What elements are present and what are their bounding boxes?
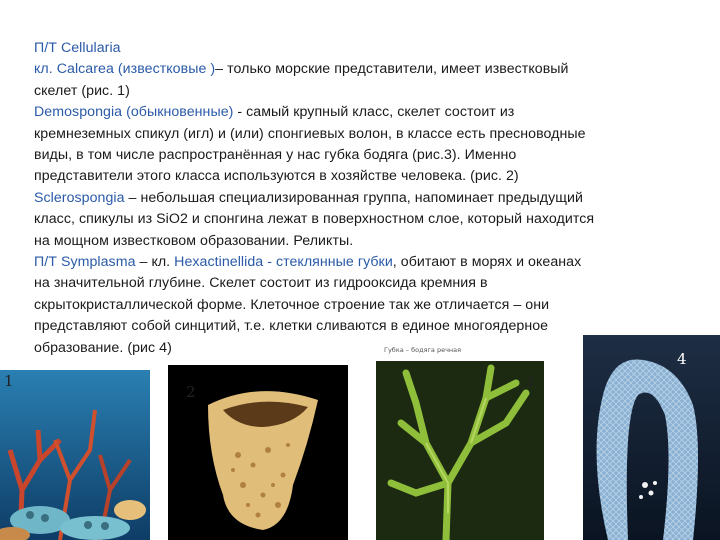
- text-span: на значительной глубине. Скелет состоит из гидроокcида кремния в: [34, 275, 488, 292]
- text-span: кремнеземных спикул (игл) и (или) спонгиевых волон, в классе есть пресноводные: [34, 125, 586, 142]
- text-span: скрытокристаллической форме. Клеточное строение так же отличается – они: [34, 296, 550, 313]
- text-line: [34, 188, 694, 209]
- text-line: [34, 252, 694, 273]
- term-highlight: Sclerospongia: [34, 189, 125, 206]
- text-line: [34, 102, 694, 123]
- figure-1-coral-reef: [0, 370, 150, 540]
- text-span: представители этого класса используются в хозяйстве человека. (рис. 2): [34, 168, 519, 185]
- text-span: , обитают в морях и океанах: [392, 254, 582, 271]
- term-highlight: кл. Calcarea (известковые ): [34, 61, 216, 78]
- text-span: образование. (рис 4): [34, 339, 172, 356]
- text-span: - самый крупный класс, скелет состоит из: [233, 104, 515, 121]
- text-span: скелет (рис. 1): [34, 82, 130, 99]
- figure-2-number: 2: [186, 383, 196, 401]
- figure-3-number: 3: [524, 372, 534, 390]
- text-line: [34, 231, 694, 252]
- slide-body: [34, 38, 694, 359]
- figure-4-number: 4: [677, 350, 687, 368]
- text-span: представляют собой синцитий, т.е. клетки сливаются в единое многоядерное: [34, 318, 549, 335]
- text-line: [34, 209, 694, 230]
- text-line: [34, 81, 694, 102]
- text-line: [34, 273, 694, 294]
- term-highlight: П/Т Symplasma: [34, 254, 136, 271]
- text-line: [34, 145, 694, 166]
- term-highlight: Demospongia (обыкновенные): [34, 104, 234, 121]
- text-span: – кл.: [135, 254, 175, 271]
- text-span: класс, спикулы из SiO2 и спонгина лежат в поверхностном слое, который находится: [34, 211, 595, 228]
- text-line: [34, 38, 694, 59]
- term-highlight: П/Т Cellularia: [34, 40, 121, 56]
- text-span: – небольшая специализированная группа, напоминает предыдущий: [124, 189, 583, 206]
- text-line: [34, 295, 694, 316]
- term-highlight: Hexactinellida - стеклянные губки: [174, 254, 393, 271]
- figure-3-caption: Губка – бодяга речная: [384, 346, 462, 354]
- figure-4-glass-sponge: [583, 335, 720, 540]
- text-span: – только морские представители, имеет известковый: [215, 61, 569, 78]
- text-line: [34, 59, 694, 80]
- text-line: [34, 166, 694, 187]
- text-span: виды, в том числе распространённая у нас губка бодяга (рис.3). Именно: [34, 147, 517, 164]
- text-line: [34, 124, 694, 145]
- text-span: на мощном известковом образовании. Реликты.: [34, 232, 354, 249]
- figure-1-number: 1: [4, 372, 14, 390]
- figure-3-freshwater-sponge: [376, 343, 544, 540]
